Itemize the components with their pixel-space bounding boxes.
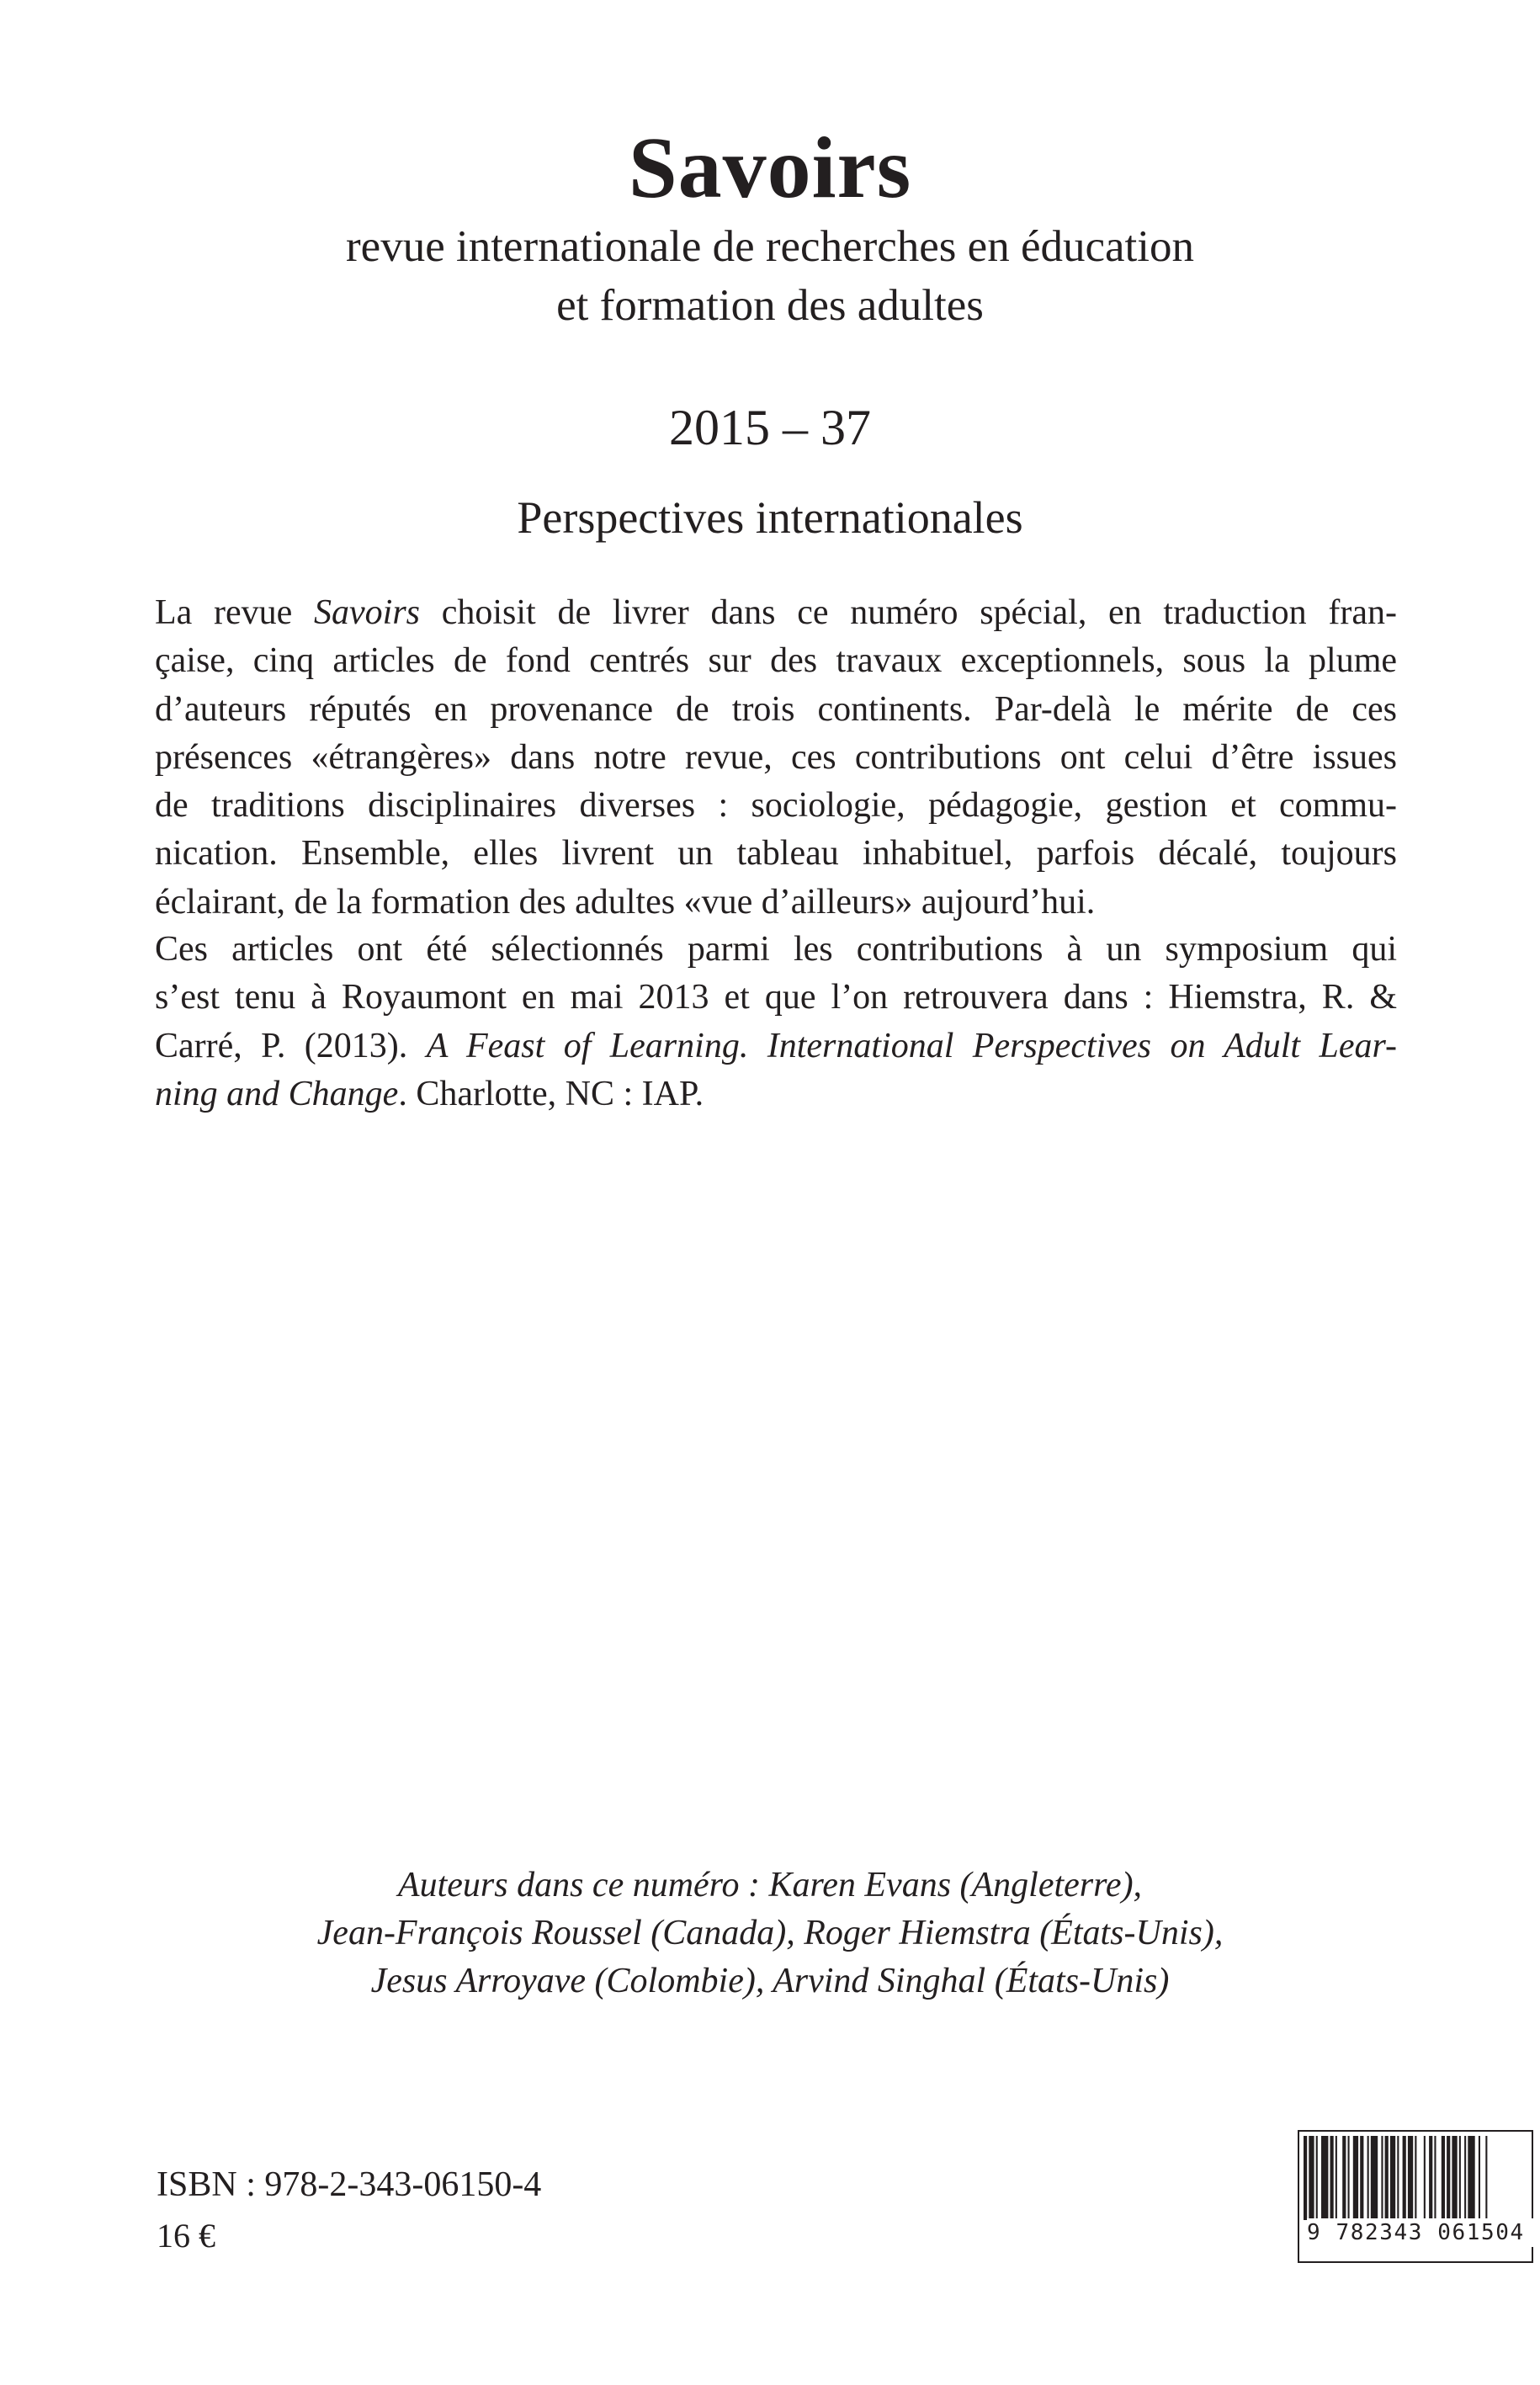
barcode-bar (1316, 2136, 1318, 2220)
authors-line-1: Auteurs dans ce numéro : Karen Evans (Angleterre), (397, 1866, 1143, 1904)
barcode-bar (1452, 2136, 1457, 2220)
barcode-bar (1381, 2136, 1383, 2220)
barcode-bar (1321, 2136, 1328, 2220)
issue-number: 2015 – 37 (669, 400, 871, 455)
paragraph-2-line-4: ning and Change. Charlotte, NC : IAP. (155, 1074, 704, 1113)
barcode-bar (1485, 2136, 1487, 2220)
barcode-bar (1304, 2136, 1307, 2220)
isbn: ISBN : 978-2-343-06150-4 (157, 2165, 542, 2204)
journal-subtitle (0, 217, 1540, 335)
book-title-italic-cont: ning and Change (155, 1074, 399, 1113)
barcode-bar (1330, 2136, 1334, 2220)
description-paragraph-2 (155, 926, 1397, 1118)
paragraph-1-line-4: présences «étrangères» dans notre revue, ces contributions ont celui d’être issues (155, 737, 1397, 777)
paragraph-2-line-2: s’est tenu à Royaumont en mai 2013 et que l’on retrouvera dans : Hiemstra, R. & (155, 978, 1397, 1017)
paragraph-1-line-3: d’auteurs réputés en provenance de trois continents. Par-delà le mérite de ces (155, 689, 1397, 729)
barcode-bar (1348, 2136, 1350, 2220)
paragraph-1-line-6: nication. Ensemble, elles livrent un tableau inhabituel, parfois décalé, toujours (155, 834, 1397, 874)
barcode-bar (1434, 2136, 1436, 2220)
barcode-bar (1360, 2136, 1363, 2220)
barcode-bar (1459, 2136, 1461, 2220)
barcode-bar (1385, 2136, 1389, 2220)
barcode-bar (1447, 2136, 1450, 2220)
barcode-digits: 9 782343 061504 (1307, 2218, 1534, 2247)
book-title-italic: A Feast of Learning. International Perspectives on Adult Lear- (426, 1026, 1397, 1065)
authors-line-2: Jean-François Roussel (Canada), Roger Hiemstra (États-Unis), (316, 1914, 1224, 1952)
barcode-bar (1464, 2136, 1466, 2220)
issue-theme: Perspectives internationales (517, 492, 1023, 543)
paragraph-1-line-1: La revue Savoirs choisit de livrer dans ce numéro spécial, en traduction fran- (155, 593, 1397, 632)
price: 16 € (157, 2217, 215, 2255)
barcode-bar (1415, 2136, 1416, 2220)
barcode-bar (1479, 2136, 1480, 2220)
barcode-bar (1371, 2136, 1378, 2220)
paragraph-1-line-7: éclairant, de la formation des adultes «vue d’ailleurs» aujourd’hui. (155, 882, 1096, 922)
barcode-bar (1408, 2136, 1413, 2220)
barcode-bar (1429, 2136, 1432, 2220)
barcode-bar (1342, 2136, 1346, 2220)
paragraph-2-line-3: Carré, P. (2013). A Feast of Learning. International Perspectives on Adult Lear- (155, 1026, 1397, 1065)
barcode-bar (1367, 2136, 1369, 2220)
paragraph-2-line-1: Ces articles ont été sélectionnés parmi les contributions à un symposium qui (155, 930, 1397, 969)
paragraph-1-line-2: çaise, cinq articles de fond centrés sur des travaux exceptionnels, sous la plume (155, 641, 1397, 681)
barcode-bar (1424, 2136, 1426, 2220)
barcode-bar (1397, 2136, 1399, 2220)
journal-title: Savoirs (628, 120, 912, 216)
description-paragraph-1 (155, 589, 1397, 927)
journal-name-italic: Savoirs (314, 593, 421, 632)
barcode-bar (1353, 2136, 1358, 2220)
authors-list (0, 1862, 1540, 2005)
subtitle-line-1: revue internationale de recherches en éducation (346, 222, 1194, 271)
barcode-bar (1309, 2136, 1314, 2220)
barcode-bar (1336, 2136, 1337, 2220)
barcode-bar (1468, 2136, 1474, 2220)
barcode-bar (1403, 2136, 1406, 2220)
paragraph-1-line-5: de traditions disciplinaires diverses : sociologie, pédagogie, gestion et commu- (155, 786, 1397, 826)
barcode-bar (1442, 2136, 1445, 2220)
barcode-bar (1390, 2136, 1395, 2220)
authors-line-3: Jesus Arroyave (Colombie), Arvind Singhal (États-Unis) (370, 1962, 1170, 2000)
subtitle-line-2: et formation des adultes (556, 281, 984, 330)
